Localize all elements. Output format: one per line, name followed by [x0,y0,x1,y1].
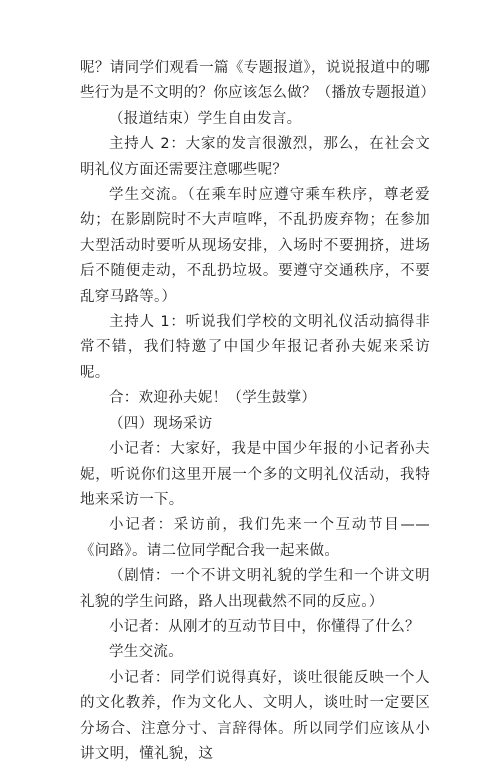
paragraph-5: 主持人 1：听说我们学校的文明礼仪活动搞得非常不错，我们特邀了中国少年报记者孙夫妮来采访呢。 [80,314,430,381]
paragraph-2: （报道结束）学生自由发言。 [109,110,302,127]
paragraph-4: 学生交流。（在乘车时应遵守乘车秩序，尊老爱幼；在影剧院时不大声喧哗，不乱扔废弃物；在参加大型活动时要听从现场安排，入场时不要拥挤，进场后不随便走动，不乱扔垃圾。要遵守交通秩序，不要乱穿马路等。） [80,187,430,305]
paragraph-11: 小记者：从刚才的互动节目中，你懂得了什么？ [109,618,420,635]
paragraph-1: 呢？请同学们观看一篇《专题报道》，说说报道中的哪些行为是不文明的？你应该怎么做？（播放专题报道） [80,60,436,102]
document-body [80,56,436,767]
paragraph-8: 小记者：大家好，我是中国少年报的小记者孙夫妮，听说你们这里开展一个多的文明礼仪活动，我特地来采访一下。 [80,441,430,508]
section-heading: （四）现场采访 [109,415,213,432]
paragraph-6: 合：欢迎孙夫妮！（学生鼓掌） [109,390,317,407]
paragraph-9: 小记者：采访前，我们先来一个互动节目——《问路》。请二位同学配合我一起来做。 [80,517,430,559]
paragraph-10: （剧情：一个不讲文明礼貌的学生和一个讲文明礼貌的学生问路，路人出现截然不同的反应。） [80,568,430,610]
paragraph-13: 小记者：同学们说得真好，谈吐很能反映一个人的文化教养，作为文化人、文明人，谈吐时一定要区分场合、注意分寸、言辞得体。所以同学们应该从小讲文明，懂礼貌，这 [80,669,430,762]
paragraph-12: 学生交流。 [109,644,183,661]
paragraph-3: 主持人 2：大家的发言很激烈，那么，在社会文明礼仪方面还需要注意哪些呢？ [80,136,430,178]
